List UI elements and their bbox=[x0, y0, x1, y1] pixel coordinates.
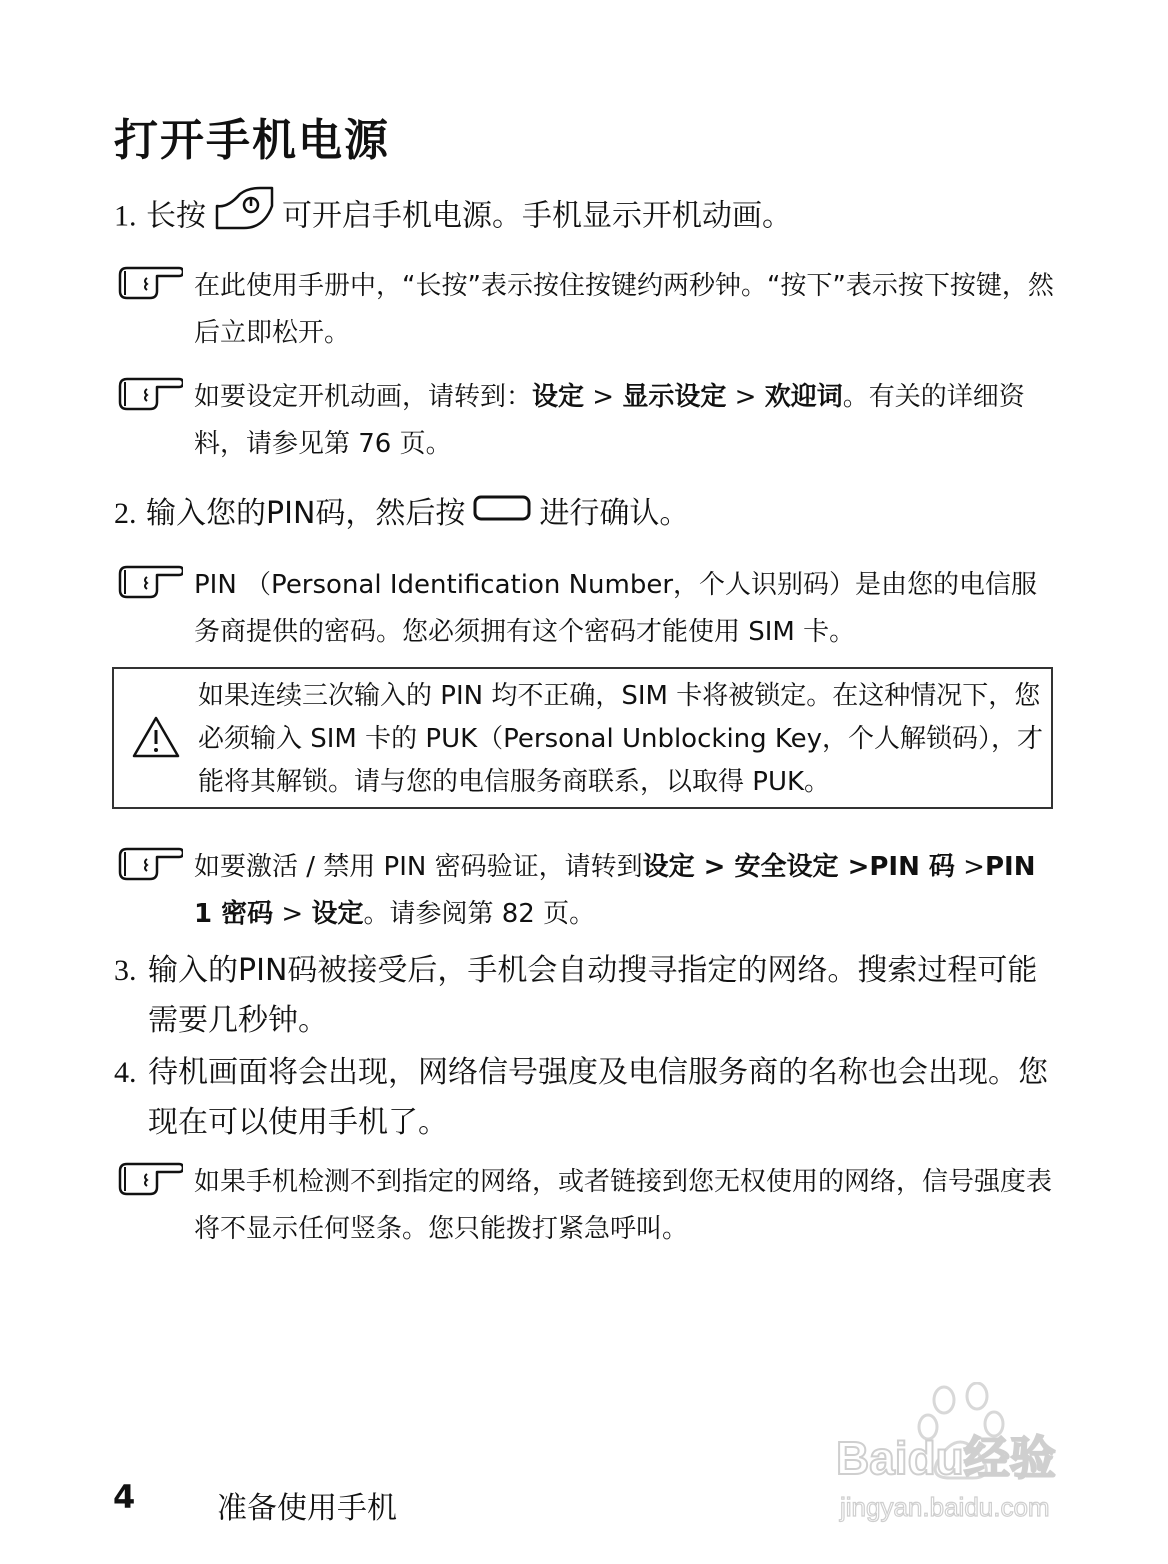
menu-path-security: 设定 > 安全设定 >PIN 码 bbox=[642, 852, 955, 882]
menu-path-display-settings: 显示设定 bbox=[622, 382, 727, 412]
menu-path-settings: 设定 bbox=[532, 382, 585, 412]
note-text bbox=[194, 374, 1062, 468]
step-3 bbox=[114, 946, 1059, 1046]
step-2 bbox=[114, 489, 1059, 540]
warning-text: 如果连续三次输入的 PIN 均不正确，SIM 卡将被锁定。在这种情况下，您必须输入 SIM 卡的 PUK（Personal Unblocking Key，个人解锁码），才能将其解锁。请与您的电信服务商联系，以取得 PUK。 bbox=[198, 681, 1044, 797]
watermark-brand: Baidu经验 bbox=[836, 1432, 1056, 1484]
baidu-watermark bbox=[832, 1382, 1102, 1542]
step-text: 输入的PIN码被接受后，手机会自动搜寻指定的网络。搜索过程可能需要几秒钟。 bbox=[148, 953, 1038, 1038]
page-number: 4 bbox=[113, 1478, 136, 1516]
warning-box bbox=[112, 667, 1053, 809]
soft-key-icon bbox=[473, 490, 531, 540]
page-title: 打开手机电源 bbox=[114, 115, 390, 166]
step-text-post: 进行确认。 bbox=[539, 496, 690, 531]
step-text-pre: 输入您的PIN码，然后按 bbox=[146, 496, 466, 531]
note-4 bbox=[117, 844, 1062, 938]
step-number: 2. bbox=[114, 497, 137, 530]
step-1 bbox=[114, 186, 1059, 248]
menu-separator: > bbox=[584, 382, 623, 412]
pointing-hand-icon bbox=[117, 844, 183, 886]
note-text-part: 。请参阅第 82 页。 bbox=[363, 899, 596, 929]
note-3 bbox=[117, 562, 1062, 656]
menu-separator: > bbox=[726, 382, 765, 412]
menu-separator: > bbox=[954, 852, 985, 882]
pointing-hand-icon bbox=[117, 1159, 183, 1201]
note-2 bbox=[117, 374, 1062, 468]
power-key-icon bbox=[214, 186, 274, 248]
note-text-part: 如要激活 / 禁用 PIN 密码验证，请转到 bbox=[194, 852, 643, 882]
menu-path-settings: 设定 bbox=[311, 899, 364, 929]
note-text bbox=[194, 844, 1062, 938]
note-1 bbox=[117, 263, 1062, 357]
pointing-hand-icon bbox=[117, 263, 183, 305]
note-text: 如果手机检测不到指定的网络，或者链接到您无权使用的网络，信号强度表将不显示任何竖条。您只能拨打紧急呼叫。 bbox=[194, 1167, 1053, 1244]
paw-logo-icon bbox=[832, 1382, 1102, 1542]
step-4 bbox=[114, 1048, 1059, 1148]
note-text: 在此使用手册中，“长按”表示按住按键约两秒钟。“按下”表示按下按键，然后立即松开。 bbox=[194, 271, 1054, 348]
note-5 bbox=[117, 1159, 1062, 1253]
step-text-post: 可开启手机电源。手机显示开机动画。 bbox=[282, 198, 793, 234]
note-text-part: 。有关的详细资料，请参见第 76 页。 bbox=[194, 382, 1025, 459]
menu-path-welcome: 欢迎词 bbox=[764, 382, 843, 412]
menu-path-pin1: PIN 1 密码 bbox=[194, 852, 1036, 929]
note-text-part: 如要设定开机动画，请转到： bbox=[194, 382, 533, 412]
pointing-hand-icon bbox=[117, 374, 183, 416]
step-number: 1. bbox=[114, 199, 137, 233]
step-number: 3. bbox=[114, 954, 137, 987]
warning-icon bbox=[131, 715, 181, 763]
watermark-url: jingyan.baidu.com bbox=[840, 1492, 1050, 1522]
menu-separator: > bbox=[273, 899, 312, 929]
step-number: 4. bbox=[114, 1056, 137, 1089]
step-text: 待机画面将会出现，网络信号强度及电信服务商的名称也会出现。您现在可以使用手机了。 bbox=[148, 1055, 1048, 1140]
step-text-pre: 长按 bbox=[146, 198, 207, 234]
pointing-hand-icon bbox=[117, 562, 183, 604]
note-text: PIN （Personal Identification Number，个人识别码）是由您的电信服务商提供的密码。您必须拥有这个密码才能使用 SIM 卡。 bbox=[194, 570, 1038, 647]
section-title: 准备使用手机 bbox=[217, 1491, 397, 1526]
